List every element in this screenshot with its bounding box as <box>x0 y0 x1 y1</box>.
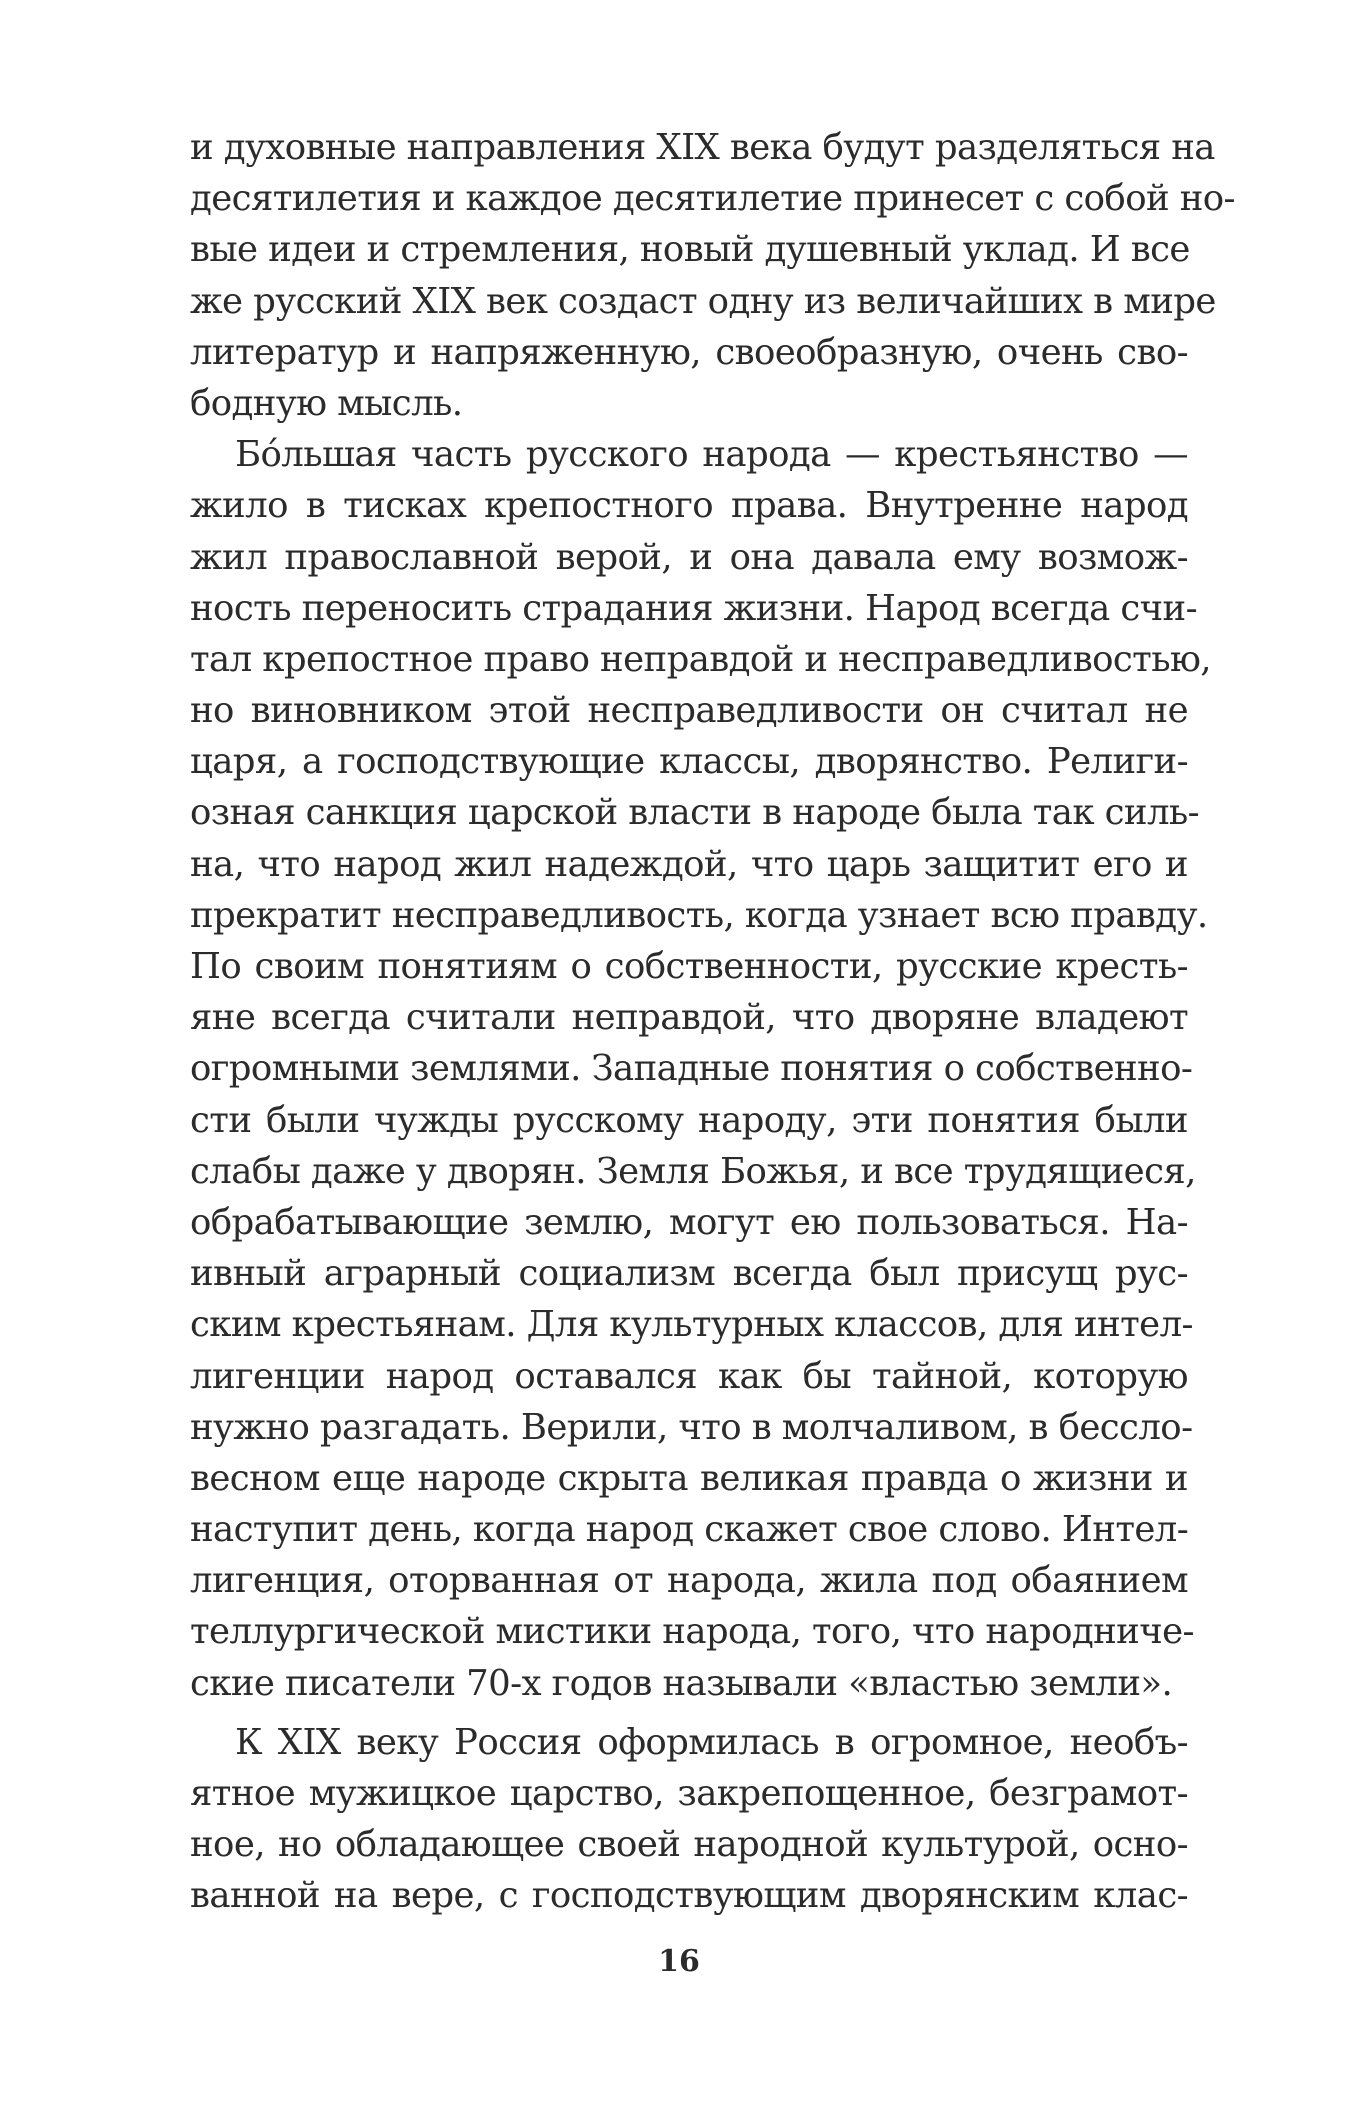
text-line: лигенции народ оставался как бы тайной, которую <box>190 1355 1188 1397</box>
text-line: ские писатели 70-х годов называли «властью земли». <box>190 1662 1173 1704</box>
text-line: ятное мужицкое царство, закрепощенное, безграмот- <box>190 1773 1188 1814</box>
text-line: на, что народ жил надеждой, что царь защитит его и <box>190 843 1188 885</box>
text-line: но виновником этой несправедливости он считал не <box>190 690 1188 732</box>
paragraph-2 <box>190 429 1211 1709</box>
text-line: озная санкция царской власти в народе была так силь- <box>190 792 1200 834</box>
text-line: обрабатывающие землю, могут ею пользоваться. На- <box>190 1201 1188 1243</box>
text-line: теллургической мистики народа, того, что народниче- <box>190 1611 1194 1653</box>
text-line: По своим понятиям о собственности, русские кресть- <box>190 946 1188 987</box>
text-line: жил православной верой, и она давала ему возмож- <box>190 536 1188 578</box>
text-line: и духовные направления XIX века будут разделяться на <box>190 127 1215 168</box>
text-line: вые идеи и стремления, новый душевный уклад. И все <box>190 229 1190 271</box>
text-line: бодную мысль. <box>190 382 463 424</box>
text-line: литератур и напряженную, своеобразную, очень сво- <box>190 331 1188 373</box>
text-line: ное, но обладающее своей народной культурой, осно- <box>190 1824 1188 1866</box>
text-line: прекратит несправедливость, когда узнает всю правду. <box>190 894 1208 936</box>
page-number: 16 <box>658 1944 700 1979</box>
text-line: Бóльшая часть русского народа — крестьянство — <box>235 434 1188 476</box>
paragraph-1 <box>190 122 1235 429</box>
body-text <box>190 122 1235 1922</box>
text-line: сти были чужды русскому народу, эти понятия были <box>190 1099 1188 1141</box>
text-line: весном еще народе скрыта великая правда о жизни и <box>190 1457 1188 1499</box>
text-line: огромными землями. Западные понятия о собственно- <box>190 1048 1193 1090</box>
paragraph-3 <box>190 1717 1188 1922</box>
text-line: жило в тисках крепостного права. Внутренне народ <box>190 485 1188 527</box>
text-line: ванной на вере, с господствующим дворянским клас- <box>190 1875 1188 1917</box>
text-line: десятилетия и каждое десятилетие принесет с собой но- <box>190 178 1235 220</box>
text-line: ность переносить страдания жизни. Народ всегда счи- <box>190 587 1197 629</box>
text-line: слабы даже у дворян. Земля Божья, и все трудящиеся, <box>190 1150 1196 1192</box>
text-line: тал крепостное право неправдой и несправедливостью, <box>190 638 1211 680</box>
text-line: ивный аграрный социализм всегда был присущ рус- <box>190 1253 1188 1295</box>
text-line: К XIX веку Россия оформилась в огромное, необъ- <box>235 1721 1188 1763</box>
text-line: наступит день, когда народ скажет свое слово. Интел- <box>190 1509 1189 1551</box>
text-line: лигенция, оторванная от народа, жила под обаянием <box>190 1560 1188 1602</box>
text-line: же русский XIX век создаст одну из величайших в мире <box>190 280 1216 322</box>
text-line: нужно разгадать. Верили, что в молчаливом, в бессло- <box>190 1406 1193 1448</box>
text-line: яне всегда считали неправдой, что дворяне владеют <box>190 997 1188 1039</box>
text-line: ским крестьянам. Для культурных классов, для интел- <box>190 1304 1193 1346</box>
paragraph-gap <box>190 1709 1188 1717</box>
text-line: царя, а господствующие классы, дворянство. Религи- <box>190 741 1188 783</box>
